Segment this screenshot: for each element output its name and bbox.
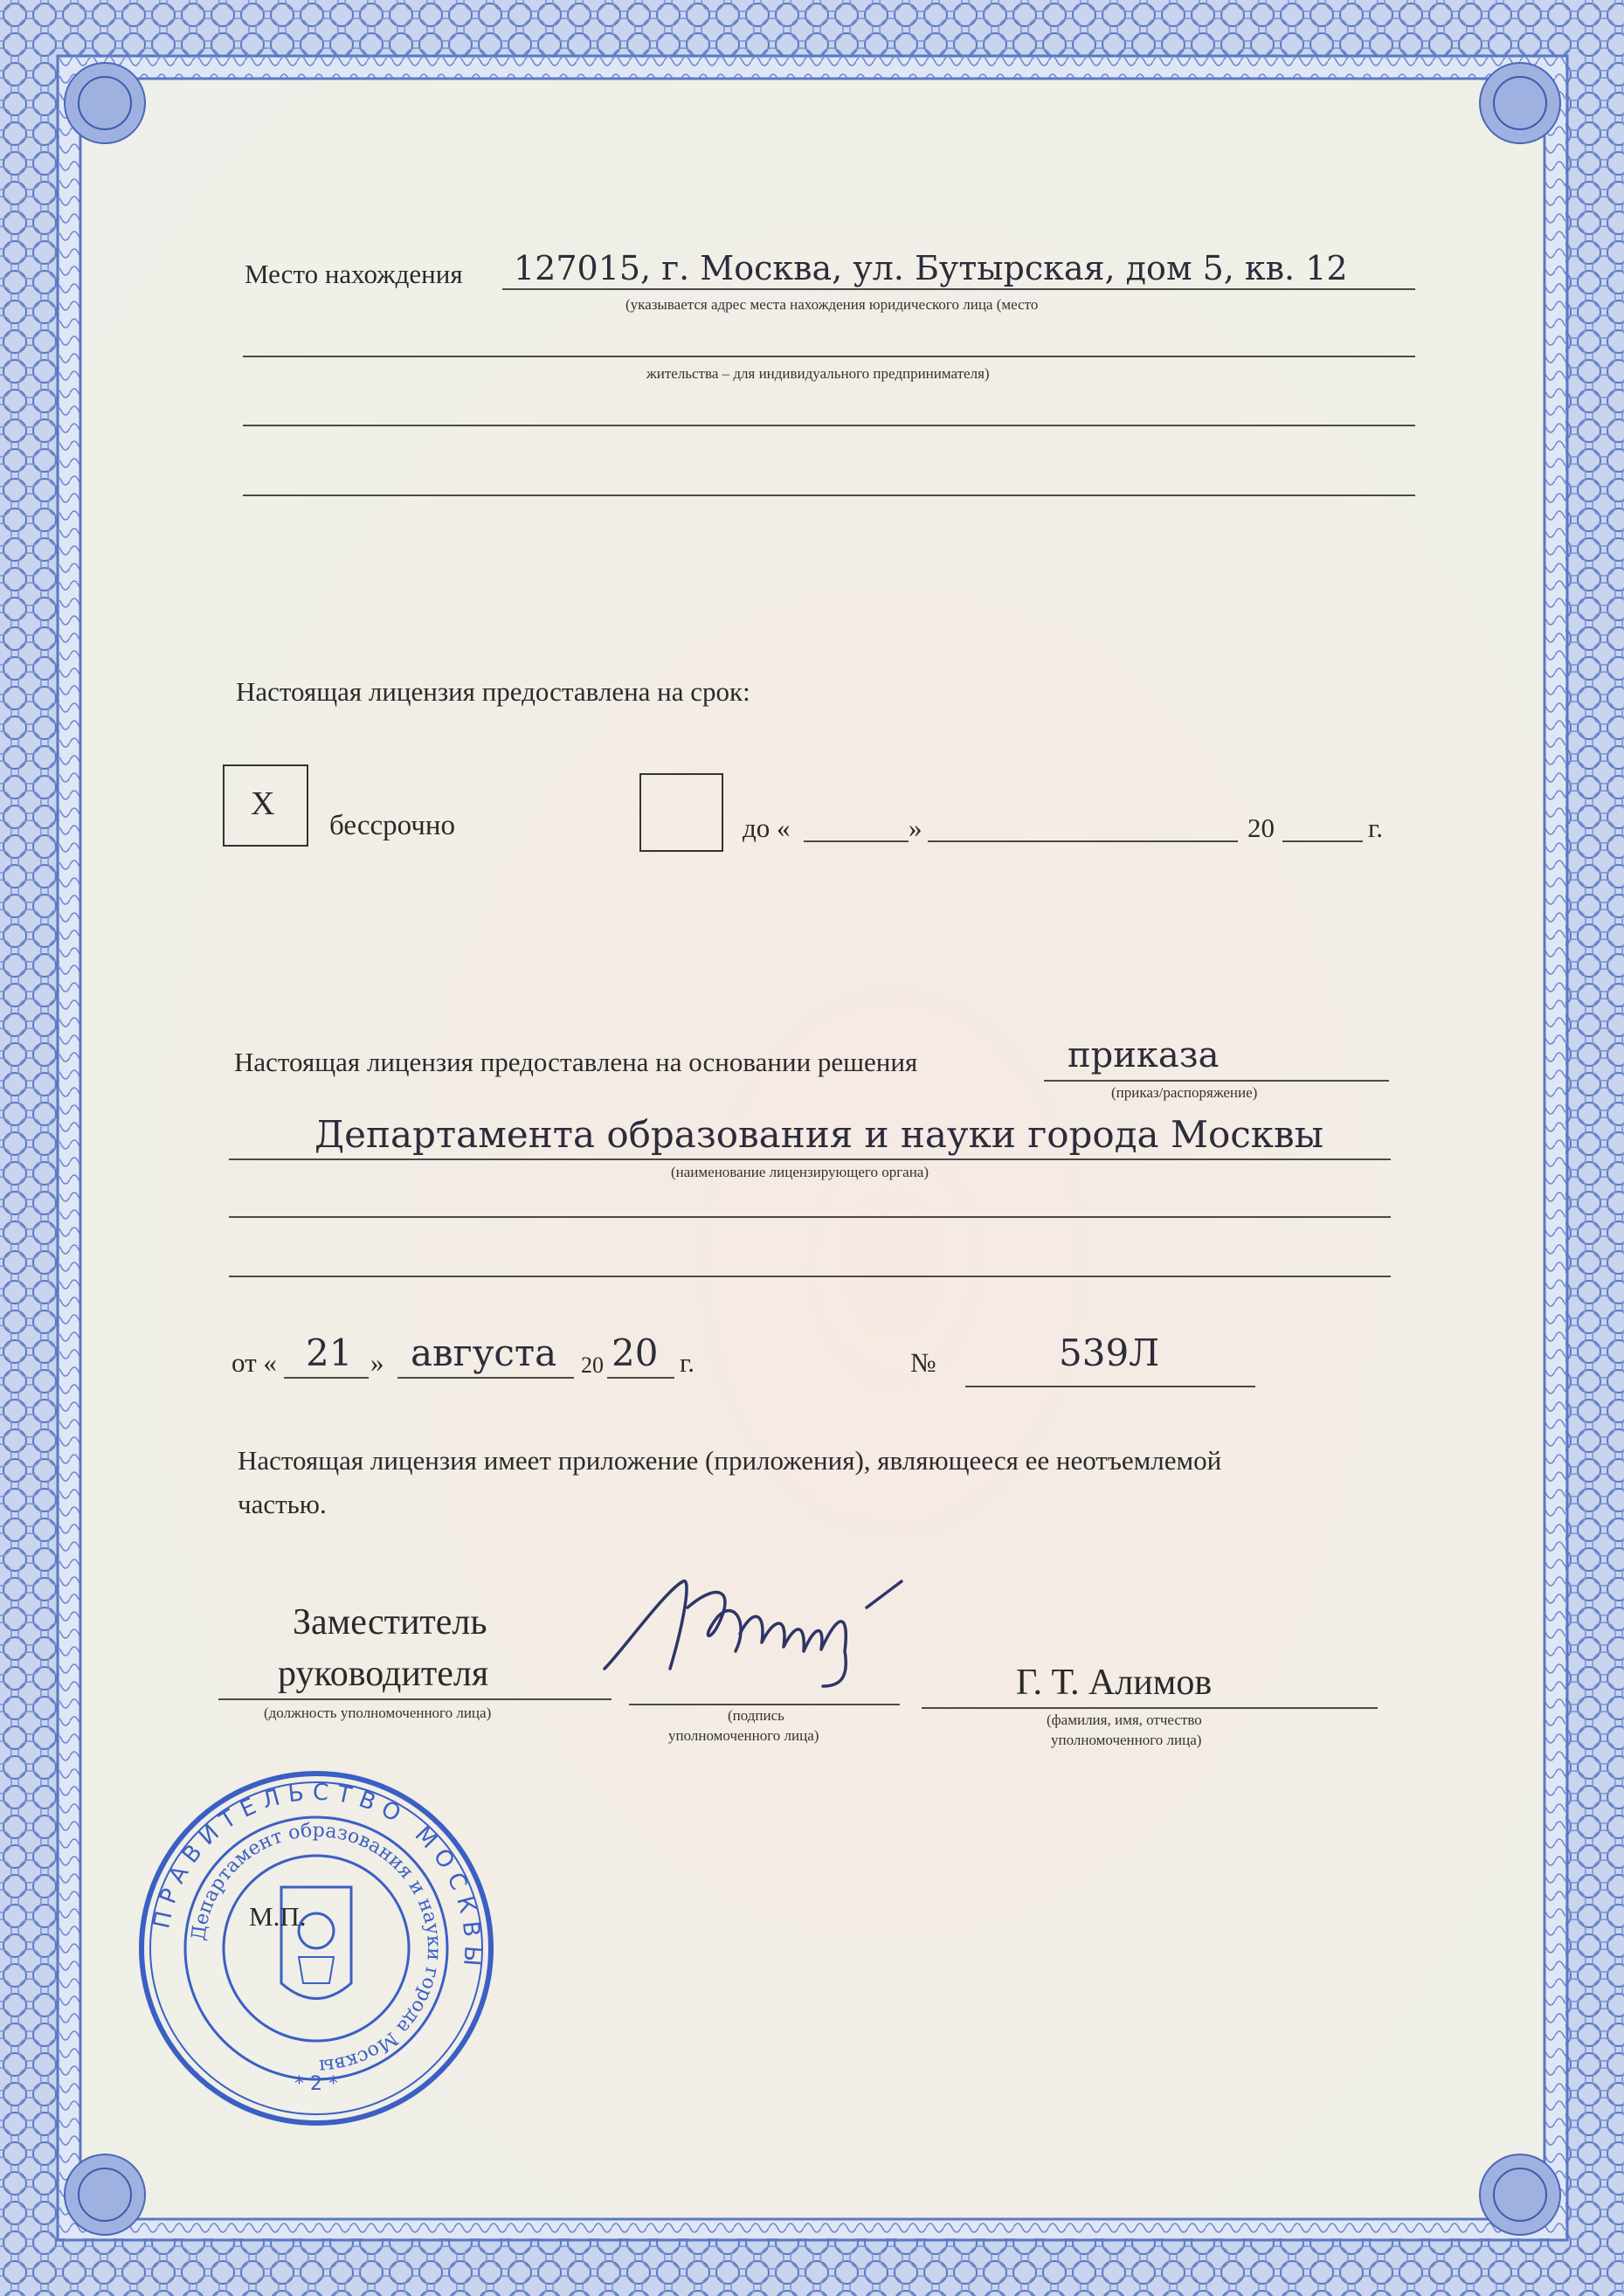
until-date-checkbox[interactable] [639, 773, 723, 852]
signature-caption-2: уполномоченного лица) [668, 1727, 819, 1744]
authority-line-2 [229, 1216, 1391, 1218]
authority-line-3 [229, 1276, 1391, 1277]
location-line-2 [243, 356, 1415, 357]
position-line [218, 1698, 612, 1700]
indefinite-label: бессрочно [329, 810, 456, 841]
location-line-4 [243, 494, 1415, 496]
decision-type: приказа [1068, 1035, 1220, 1075]
date-month: августа [411, 1331, 557, 1374]
until-year-prefix: 20 [1247, 813, 1275, 843]
position-line-2: руководителя [278, 1654, 489, 1694]
license-number-line [965, 1386, 1255, 1387]
date-month-line [397, 1377, 574, 1379]
location-underline [502, 288, 1415, 290]
name-caption-1: (фамилия, имя, отчество [1047, 1712, 1202, 1728]
stamp-place-label: М.П. [249, 1901, 307, 1932]
stamp-outer-text: ПРАВИТЕЛЬСТВО МОСКВЫ [149, 1779, 486, 1975]
signatory-name: Г. Т. Алимов [1016, 1663, 1213, 1703]
location-caption-2: жительства – для индивидуального предпринимателя) [646, 365, 990, 382]
authority-caption: (наименование лицензирующего органа) [671, 1164, 929, 1180]
date-quote-close: » [370, 1347, 384, 1378]
stamp-inner-text: Департамент образования и науки города Москвы [188, 1819, 446, 2078]
authority-line [229, 1158, 1391, 1160]
authority-name: Департамента образования и науки города Москвы [314, 1113, 1324, 1156]
license-number: 539Л [1059, 1331, 1160, 1374]
basis-label: Настоящая лицензия предоставлена на основании решения [234, 1047, 918, 1077]
until-year-line [1282, 840, 1363, 842]
name-line [922, 1707, 1378, 1709]
location-label: Место нахождения [245, 259, 463, 289]
date-year-prefix: 20 [581, 1352, 604, 1378]
indefinite-checkbox[interactable] [223, 764, 308, 847]
name-caption-2: уполномоченного лица) [1051, 1732, 1202, 1748]
checkbox-mark: X [251, 785, 275, 822]
until-day-line [804, 840, 909, 842]
date-day-line [284, 1377, 369, 1379]
date-day: 21 [306, 1331, 353, 1374]
location-caption-1: (указывается адрес места нахождения юридического лица (место [625, 296, 1039, 313]
position-caption: (должность уполномоченного лица) [264, 1705, 492, 1721]
until-year-suffix: г. [1368, 813, 1383, 843]
number-sign: № [910, 1347, 936, 1378]
position-line-1: Заместитель [293, 1602, 487, 1642]
decision-type-caption: (приказ/распоряжение) [1111, 1084, 1258, 1101]
handwritten-signature [587, 1555, 963, 1704]
appendix-note-line-2: частью. [238, 1489, 327, 1519]
date-year-end: г. [680, 1347, 695, 1378]
date-from-prefix: от « [232, 1347, 277, 1378]
decision-type-line [1044, 1080, 1389, 1082]
signature-caption-1: (подпись [728, 1707, 784, 1724]
until-prefix: до « [743, 813, 791, 843]
location-line-3 [243, 425, 1415, 426]
term-heading: Настоящая лицензия предоставлена на срок: [236, 676, 750, 707]
date-year-line [607, 1377, 674, 1379]
until-quote: » [909, 813, 923, 843]
stamp-bottom-mark: * 2 * [294, 2073, 338, 2095]
date-year-suffix: 20 [612, 1331, 659, 1374]
until-month-line [928, 840, 1238, 842]
signature-line [629, 1704, 900, 1705]
official-stamp [133, 1765, 500, 2132]
location-value: 127015, г. Москва, ул. Бутырская, дом 5, кв. 12 [514, 249, 1348, 287]
appendix-note-line-1: Настоящая лицензия имеет приложение (приложения), являющееся ее неотъемлемой [238, 1445, 1222, 1476]
